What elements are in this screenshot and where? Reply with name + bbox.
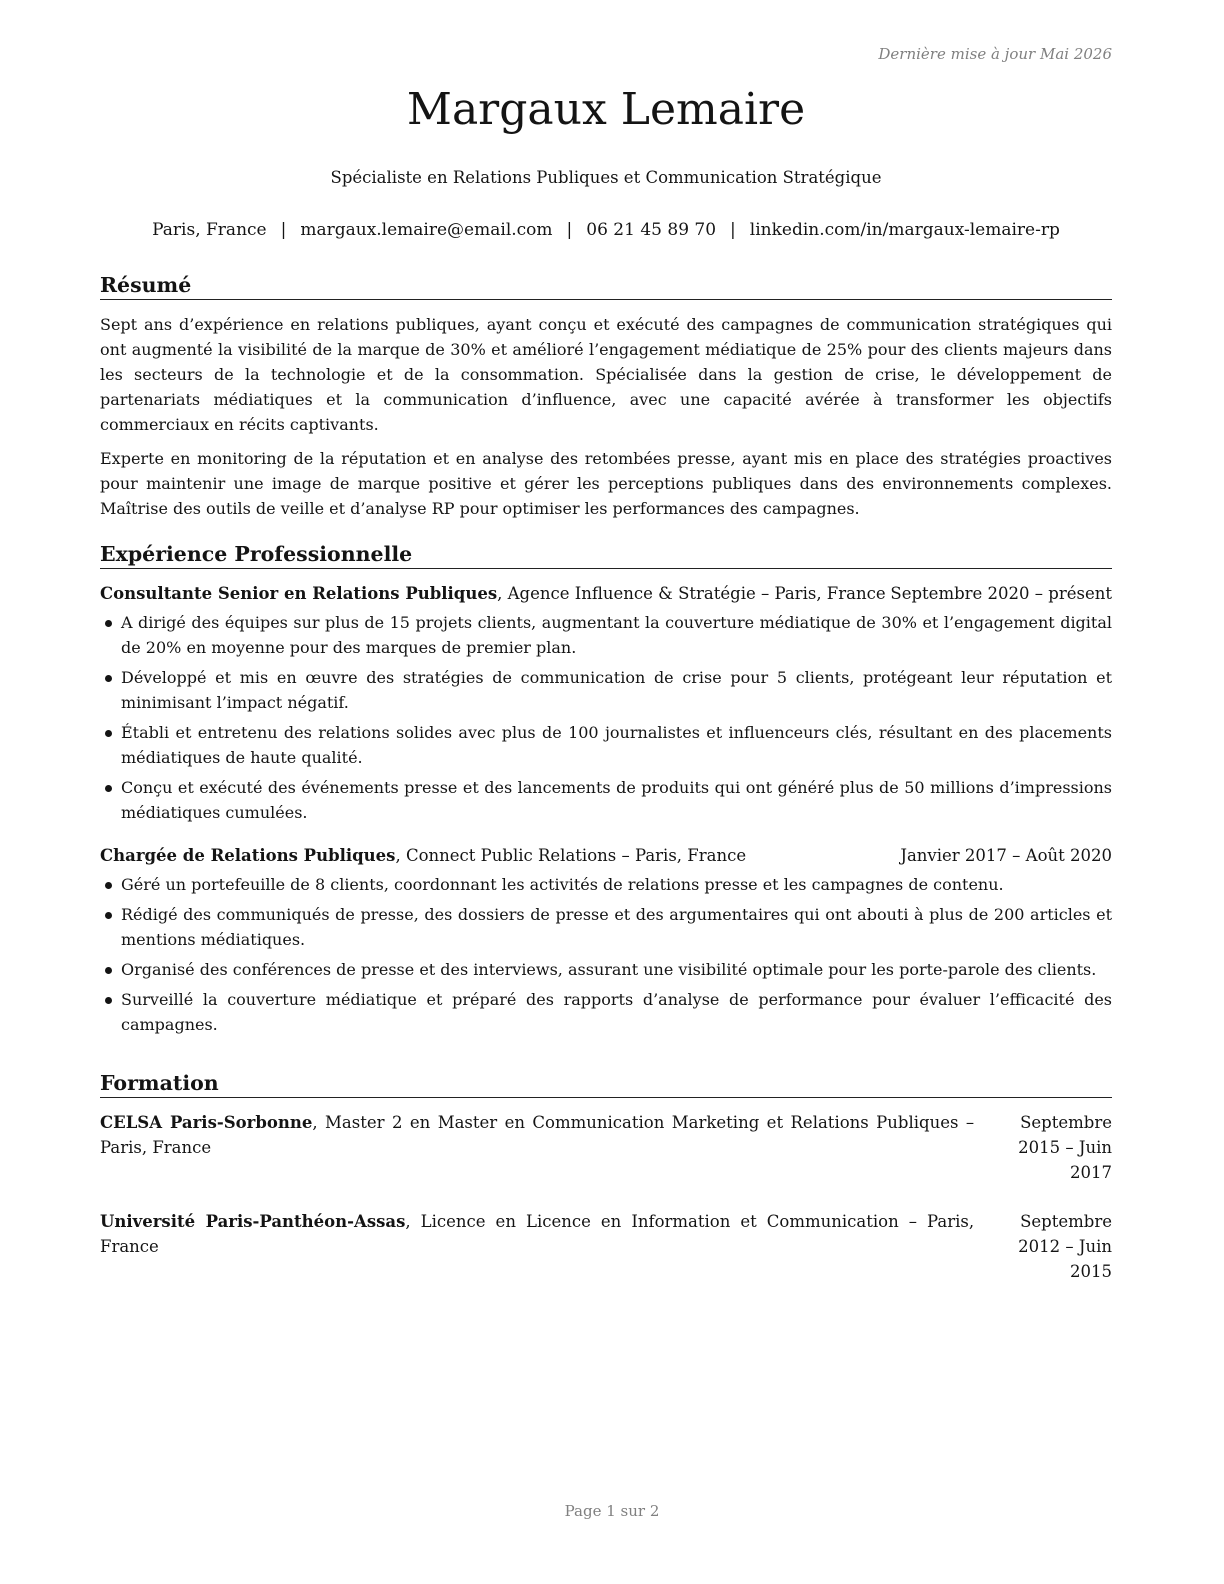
- experience-section: [100, 541, 1112, 1042]
- education-school: Université Paris-Panthéon-Assas: [100, 1212, 406, 1231]
- summary-paragraph: Experte en monitoring de la réputation et en analyse des retombées presse, ayant mis en place des stratégies proactives pour maintenir une image de marque positive et gérer les perceptions publiques dans des environnements complexes. Maîtrise des outils de veille et d’analyse RP pour optimiser les performances des campagnes.: [100, 449, 1112, 518]
- job-bullet: Surveillé la couverture médiatique et préparé des rapports d’analyse de performance pour évaluer l’efficacité des campagnes.: [100, 987, 1112, 1037]
- job-bullet: Développé et mis en œuvre des stratégies de communication de crise pour 5 clients, protégeant leur réputation et minimisant l’impact négatif.: [100, 665, 1112, 715]
- contact-separator: |: [280, 220, 287, 240]
- summary-paragraph: Sept ans d’expérience en relations publiques, ayant conçu et exécuté des campagnes de communication stratégiques qui ont augmenté la visibilité de la marque de 30% et amélioré l’engagement médiatique de 25% pour des clients majeurs dans les secteurs de la technologie et de la consommation. Spécialisée dans la gestion de crise, le développement de partenariats médiatiques et la communication d’influence, avec une capacité avérée à transformer les objectifs commerciaux en récits captivants.: [100, 315, 1112, 434]
- job-header: [100, 843, 1112, 868]
- job-company: , Agence Influence & Stratégie – Paris, France: [497, 584, 886, 603]
- contact-phone: 06 21 45 89 70: [586, 220, 717, 240]
- job-role: Consultante Senior en Relations Publiques: [100, 584, 498, 603]
- education-details: , Master 2 en Master en Communication Marketing et Relations Publiques – Paris, France: [100, 1113, 975, 1157]
- education-details: , Licence en Licence en Information et Communication – Paris, France: [100, 1212, 975, 1256]
- contact-separator: |: [566, 220, 573, 240]
- candidate-name: Margaux Lemaire: [406, 84, 806, 135]
- job-dates: Septembre 2020 – présent: [890, 584, 1112, 603]
- job-company: , Connect Public Relations – Paris, France: [395, 846, 747, 865]
- contact-email[interactable]: margaux.lemaire@email.com: [300, 220, 553, 240]
- candidate-title: Spécialiste en Relations Publiques et Communication Stratégique: [330, 168, 882, 187]
- education-heading: Formation: [100, 1070, 1112, 1098]
- education-dates: Septembre 2015 – Juin 2017: [1018, 1113, 1112, 1182]
- job-bullets: [100, 872, 1112, 1037]
- job-bullet: Établi et entretenu des relations solides avec plus de 100 journalistes et influenceurs clés, résultant en des placements médiatiques de haute qualité.: [100, 720, 1112, 770]
- job-entry: [100, 581, 1112, 825]
- education-entry: [100, 1209, 1112, 1284]
- summary-heading: Résumé: [100, 272, 1112, 300]
- experience-heading: Expérience Professionnelle: [100, 541, 1112, 569]
- contact-linkedin[interactable]: linkedin.com/in/margaux-lemaire-rp: [749, 220, 1060, 240]
- contact-separator: |: [730, 220, 736, 240]
- job-dates: Janvier 2017 – Août 2020: [900, 846, 1112, 865]
- contact-line: [100, 220, 1112, 240]
- job-entry: [100, 843, 1112, 1037]
- education-section: [100, 1070, 1112, 1308]
- education-entry: [100, 1110, 1112, 1185]
- job-bullet: Géré un portefeuille de 8 clients, coordonnant les activités de relations presse et les campagnes de contenu.: [100, 872, 1112, 897]
- job-bullets: [100, 610, 1112, 825]
- page-number: Page 1 sur 2: [564, 1502, 660, 1520]
- job-bullet: Rédigé des communiqués de presse, des dossiers de presse et des argumentaires qui ont abouti à plus de 200 articles et mentions médiatiques.: [100, 902, 1112, 952]
- education-dates: Septembre 2012 – Juin 2015: [1018, 1212, 1112, 1281]
- job-bullet: Organisé des conférences de presse et des interviews, assurant une visibilité optimale pour les porte-parole des clients.: [100, 957, 1112, 982]
- education-school: CELSA Paris-Sorbonne: [100, 1113, 313, 1132]
- job-role: Chargée de Relations Publiques: [100, 846, 396, 865]
- summary-section: [100, 272, 1112, 530]
- job-bullet: A dirigé des équipes sur plus de 15 projets clients, augmentant la couverture médiatique de 30% et l’engagement digital de 20% en moyenne pour des marques de premier plan.: [100, 610, 1112, 660]
- job-header: [100, 581, 1112, 606]
- job-bullet: Conçu et exécuté des événements presse et des lancements de produits qui ont généré plus de 50 millions d’impressions médiatiques cumulées.: [100, 775, 1112, 825]
- contact-location: Paris, France: [152, 220, 267, 240]
- last-updated: Dernière mise à jour Mai 2026: [878, 45, 1112, 63]
